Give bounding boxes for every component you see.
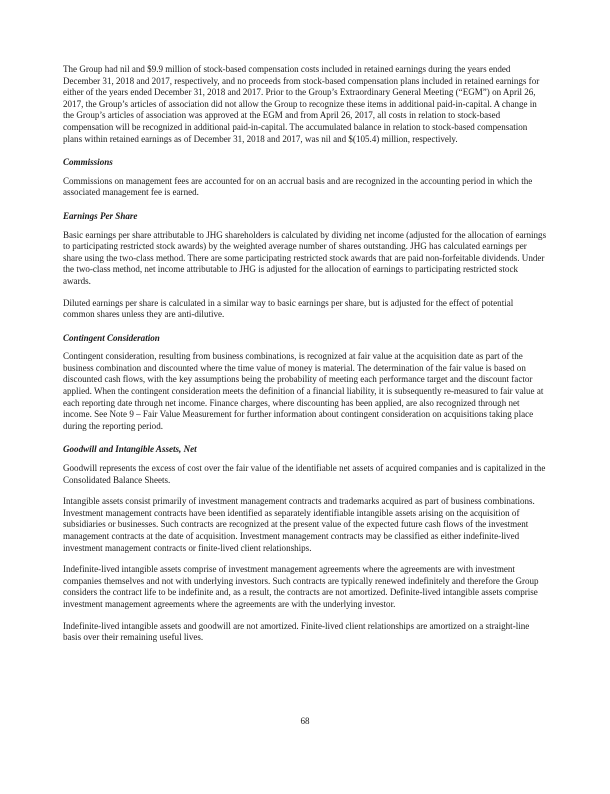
goodwill-heading: Goodwill and Intangible Assets, Net [63, 444, 197, 455]
page-number: 68 [300, 716, 310, 726]
eps-paragraph-basic: Basic earnings per share attributable to JHG shareholders is calculated by dividing net income (adjusted for the allocation of earnings to participating restricted stock awards) by the weighted average number of shares outstanding. JHG has calculated earnings per share using the two-class method. There are some participating restricted stock awards that are paid non-forfeitable dividends. Under the two-class method, net income attributable to JHG is adjusted for the allocation of earnings to participating restricted stock awards. [63, 229, 547, 286]
amortization-paragraph: Indefinite-lived intangible assets and goodwill are not amortized. Finite-lived client relationships are amortized on a straight-line basis over their remaining useful lives. [63, 620, 530, 643]
stock-compensation-paragraph: The Group had nil and $9.9 million of stock-based compensation costs included in retained earnings during the years ended December 31, 2018 and 2017, respectively, and no proceeds from stock-based compensation plans included in retained earnings for either of the years ended December 31, 2018 and 2017. Prior to the Group’s Extraordinary General Meeting (“EGM”) on April 26, 2017, the Group’s articles of association did not allow the Group to recognize these items in additional paid-in-capital. A change in the Group’s articles of association was approved at the EGM and from April 26, 2017, all costs in relation to stock-based compensation will be recognized in additional paid-in-capital. The accumulated balance in relation to stock-based compensation plans within retained earnings as of December 31, 2018 and 2017, was nil and $(105.4) million, respectively. [63, 64, 540, 144]
intangible-assets-paragraph: Intangible assets consist primarily of investment management contracts and trademarks acquired as part of business combinations. Investment management contracts have been identified as separately identifiable intangible assets arising on the acquisition of subsidiaries or businesses. Such contracts are recognized at the present value of the expected future cash flows of the investment management contracts at the date of acquisition. Investment management contracts may be classified as either indefinite-lived investment management contracts or finite-lived client relationships. [63, 496, 535, 553]
contingent-consideration-paragraph: Contingent consideration, resulting from business combinations, is recognized at fair value at the acquisition date as part of the business combination and discounted where the time value of money is material. The determination of the fair value is based on discounted cash flows, with the key assumptions being the probability of meeting each performance target and the discount factor applied. When the contingent consideration meets the definition of a financial liability, it is subsequently re-measured to fair value at each reporting date through net income. Finance charges, where discounting has been applied, are also recognized through net income. See Note 9 – Fair Value Measurement for further information about contingent consideration on acquisitions taking place during the reporting period. [63, 351, 544, 431]
contingent-consideration-heading: Contingent Consideration [63, 332, 160, 343]
commissions-heading: Commissions [63, 157, 113, 168]
commissions-paragraph: Commissions on management fees are accounted for on an accrual basis and are recognized in the accounting period in which the associated management fee is earned. [63, 175, 533, 198]
indefinite-lived-paragraph: Indefinite-lived intangible assets comprise of investment management agreements where the agreements are with investment companies themselves and not with underlying investors. Such contracts are typically renewed indefinitely and therefore the Group considers the contract life to be indefinite and, as a result, the contracts are not amortized. Definite-lived intangible assets comprise investment management agreements where the agreements are with the underlying investor. [63, 564, 539, 609]
eps-heading: Earnings Per Share [63, 210, 138, 221]
eps-paragraph-diluted: Diluted earnings per share is calculated in a similar way to basic earnings per share, but is adjusted for the effect of potential common shares unless they are anti-dilutive. [63, 297, 514, 320]
goodwill-paragraph: Goodwill represents the excess of cost over the fair value of the identifiable net assets of acquired companies and is capitalized in the Consolidated Balance Sheets. [63, 463, 546, 485]
document-page [63, 64, 547, 764]
